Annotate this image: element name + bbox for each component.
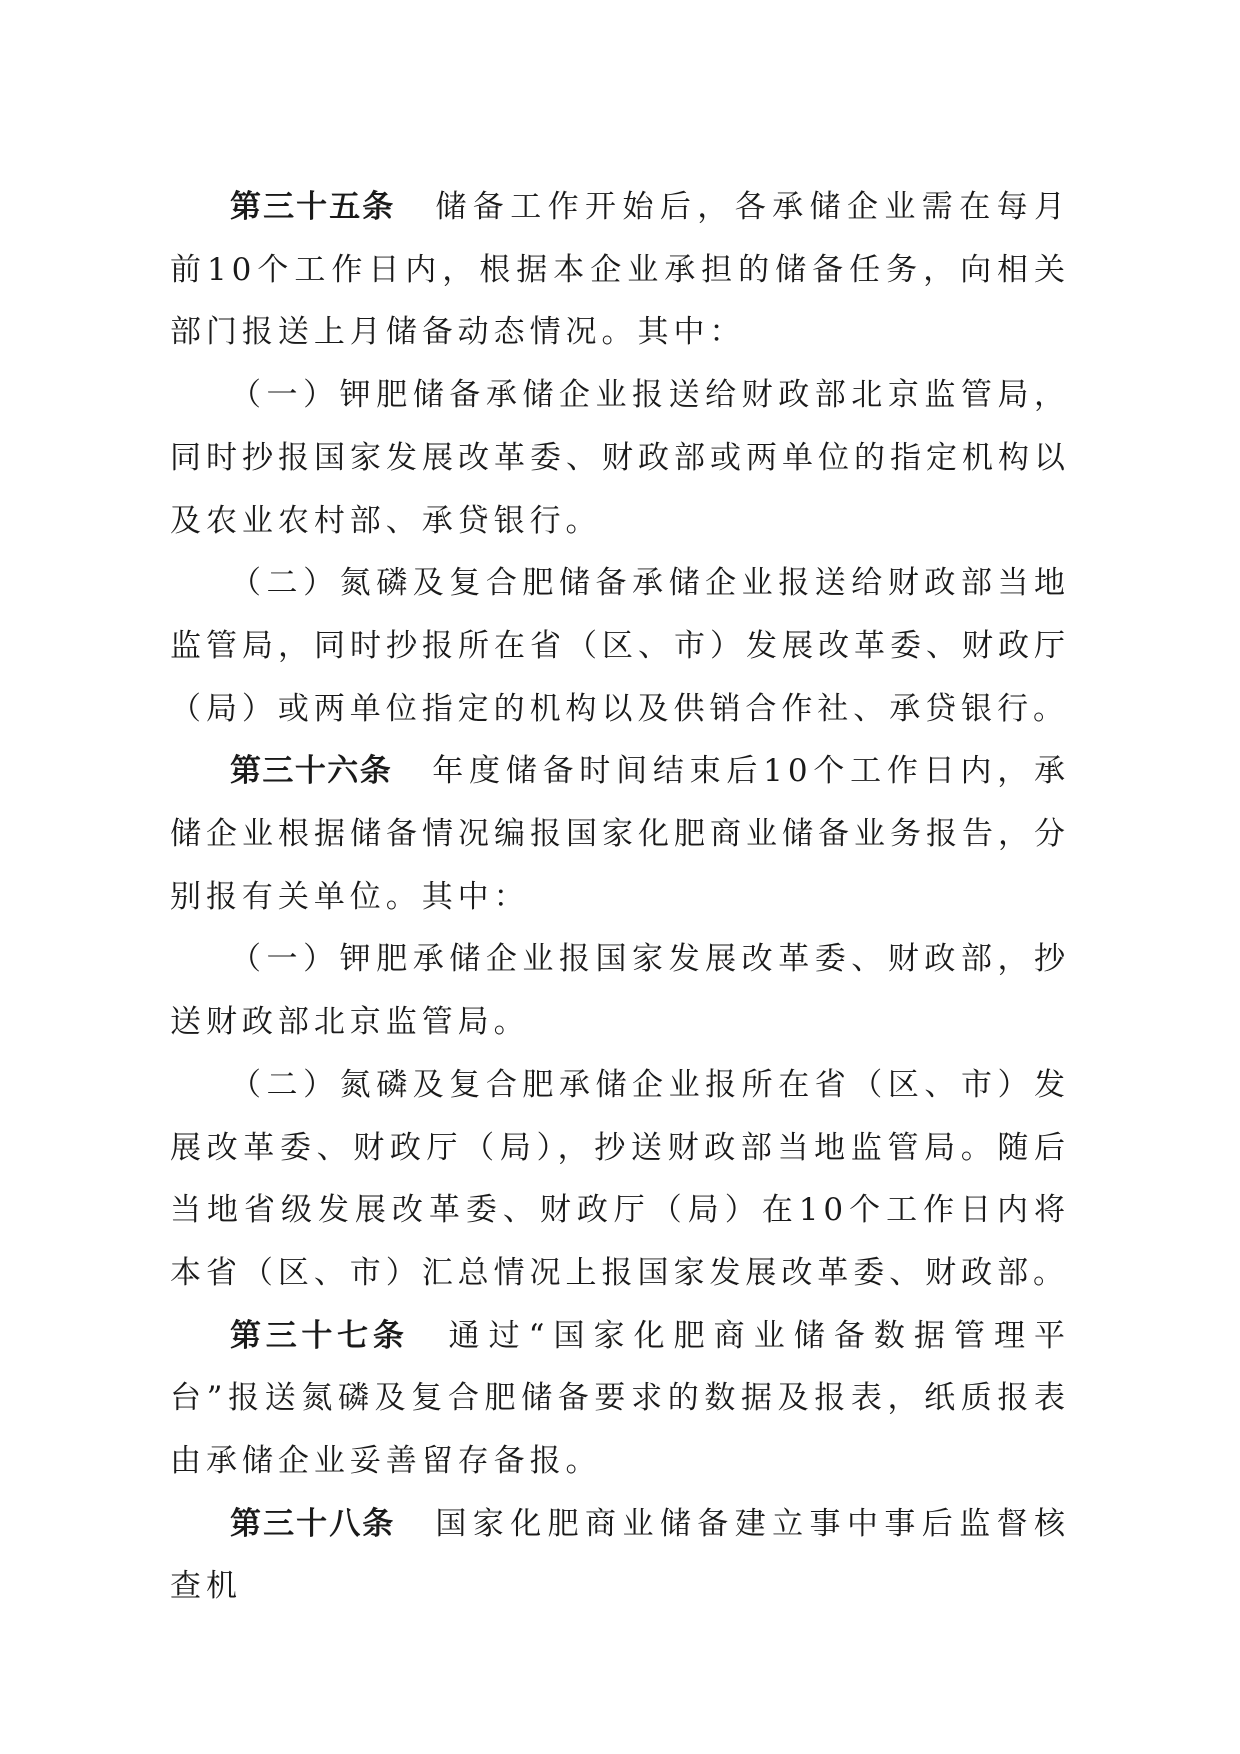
article-35-paragraph: [170, 176, 1070, 364]
article-38-number: 第三十八条: [230, 1505, 396, 1542]
article-36-number: 第三十六条: [230, 753, 393, 790]
article-36-item-1: [170, 928, 1070, 1053]
article-38-text: 国家化肥商业储备建立事中事后监督核查机: [170, 1505, 1070, 1605]
article-35-number: 第三十五条: [230, 189, 396, 225]
article-36-text: 年度储备时间结束后10个工作日内，承储企业根据储备情况编报国家化肥商业储备业务报告，分别报有关单位。其中：: [170, 753, 1070, 915]
article-37-paragraph: [170, 1305, 1070, 1493]
article-37-text: 通过“国家化肥商业储备数据管理平台”报送氮磷及复合肥储备要求的数据及报表，纸质报表由承储企业妥善留存备报。: [170, 1317, 1070, 1480]
article-36-item-2-text: （二）氮磷及复合肥承储企业报所在省（区、市）发展改革委、财政厅（局），抄送财政部当地监管局。随后当地省级发展改革委、财政厅（局）在10个工作日内将本省（区、市）汇总情况上报国家发展改革委、财政部。: [170, 1066, 1070, 1291]
article-36-item-1-text: （一）钾肥承储企业报国家发展改革委、财政部，抄送财政部北京监管局。: [170, 941, 1070, 1041]
document-body: [170, 176, 1070, 1618]
article-36-item-2: [170, 1054, 1070, 1305]
article-38-paragraph: [170, 1493, 1070, 1618]
article-35-item-2: [170, 552, 1070, 740]
article-35-item-1-text: （一）钾肥储备承储企业报送给财政部北京监管局，同时抄报国家发展改革委、财政部或两单位的指定机构以及农业农村部、承贷银行。: [170, 377, 1070, 539]
article-35-item-1: [170, 364, 1070, 552]
article-35-item-2-text: （二）氮磷及复合肥储备承储企业报送给财政部当地监管局，同时抄报所在省（区、市）发展改革委、财政厅（局）或两单位指定的机构以及供销合作社、承贷银行。: [170, 565, 1070, 727]
article-36-paragraph: [170, 740, 1070, 928]
article-37-number: 第三十七条: [230, 1317, 409, 1354]
article-35-text: 储备工作开始后，各承储企业需在每月前10个工作日内，根据本企业承担的储备任务，向相关部门报送上月储备动态情况。其中：: [170, 189, 1070, 351]
